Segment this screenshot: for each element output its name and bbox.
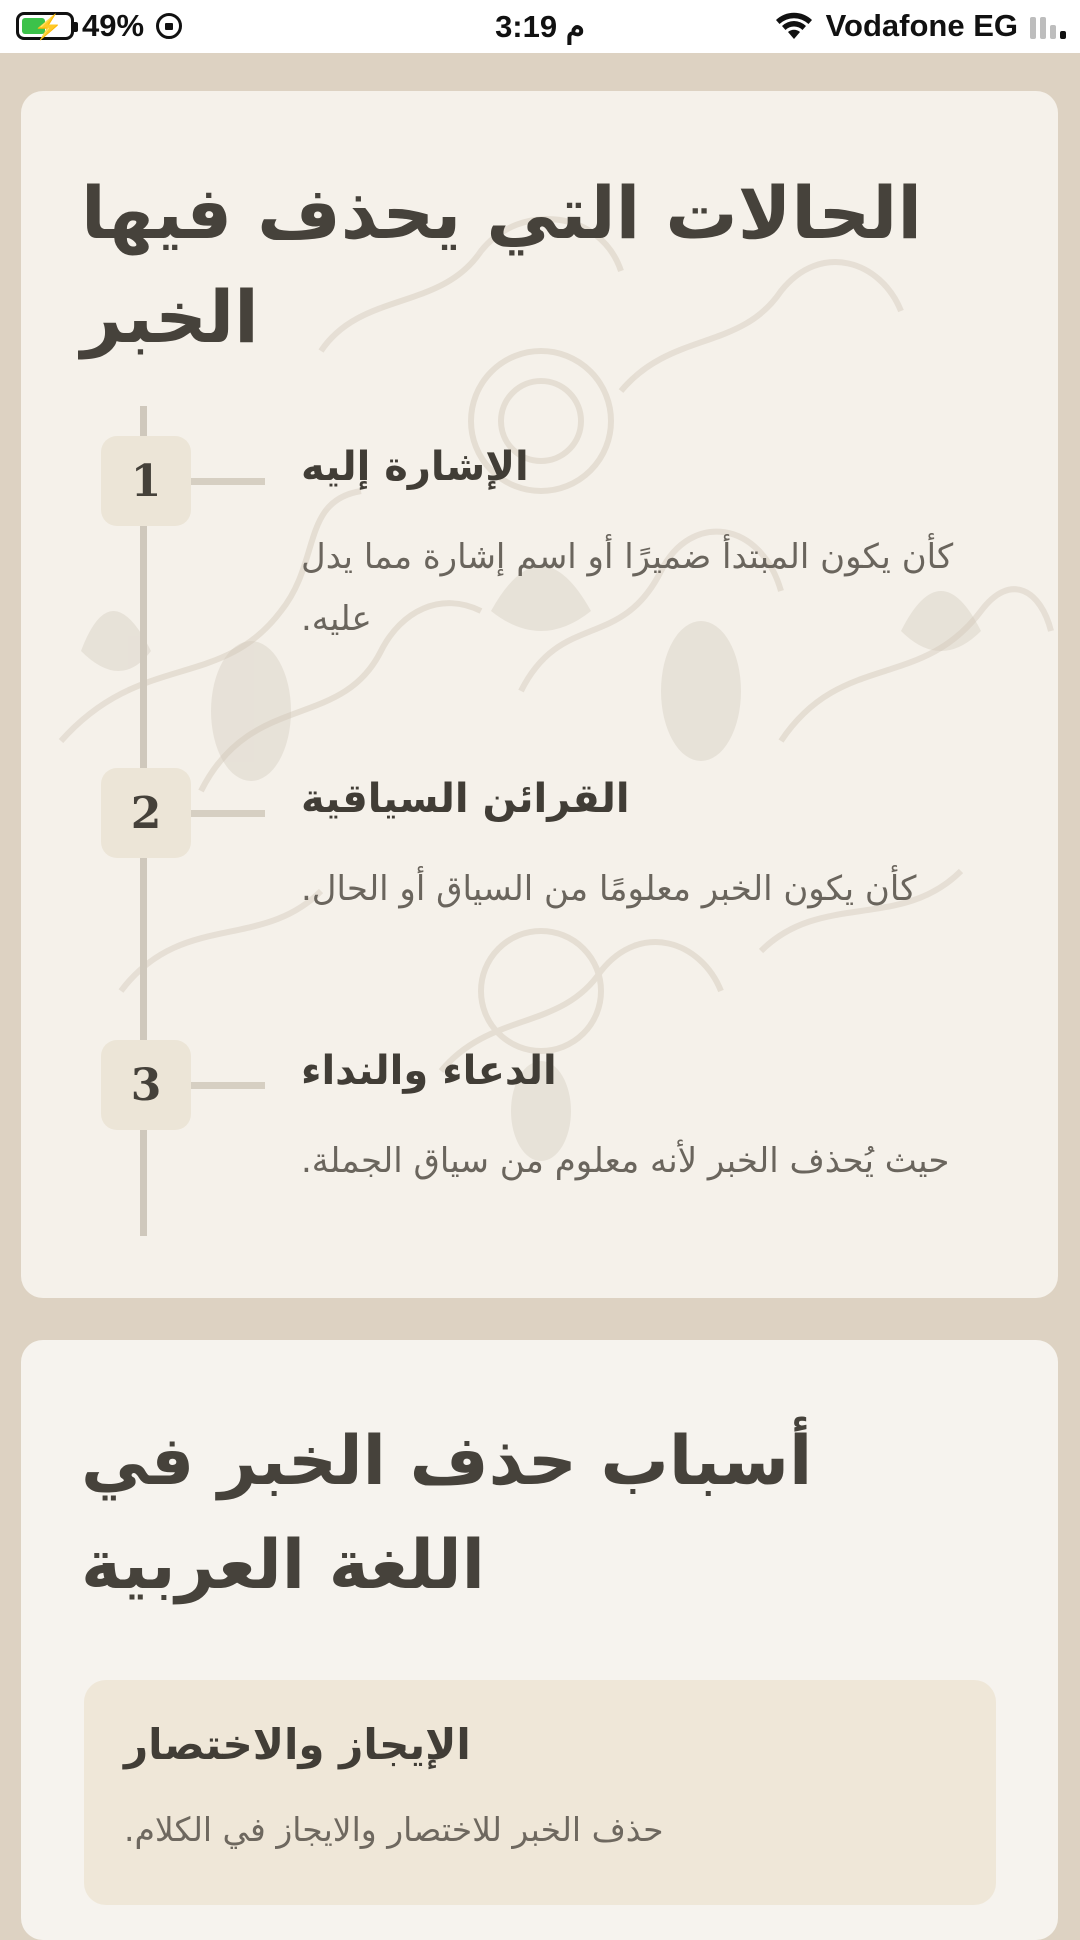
step-title: الإشارة إليه [301,444,529,490]
reason-title: الإيجاز والاختصار [124,1720,471,1769]
step-title: القرائن السياقية [301,776,630,822]
status-bar [0,0,1080,53]
status-right [774,8,1066,44]
cases-card [21,91,1058,1298]
carrier-name: Vodafone EG [825,8,1018,43]
step-number-badge: 2 [101,768,191,858]
step-connector [191,1082,265,1089]
signal-icon [1030,13,1066,39]
wifi-icon [774,11,814,41]
step-title: الدعاء والنداء [301,1048,557,1094]
reasons-title: أسباب حذف الخبر في اللغة العربية [81,1422,813,1605]
reason-description: حذف الخبر للاختصار والايجاز في الكلام. [124,1810,664,1849]
battery-percent: 49% [82,8,145,43]
reasons-card [21,1340,1058,1940]
step-connector [191,810,265,817]
step-number-badge: 3 [101,1040,191,1130]
step-description: كأن يكون المبتدأ ضميرًا أو اسم إشارة مما يدل عليه. [301,537,954,639]
battery-icon: ⚡ [16,12,74,40]
reason-item [84,1680,996,1905]
step-connector [191,478,265,485]
step-description: كأن يكون الخبر معلومًا من السياق أو الحال. [301,869,917,909]
status-time: 3:19 م [495,9,585,44]
step-number-badge: 1 [101,436,191,526]
step-description: حيث يُحذف الخبر لأنه معلوم من سياق الجملة. [301,1141,950,1181]
cases-title: الحالات التي يحذف فيها الخبر [81,171,923,359]
